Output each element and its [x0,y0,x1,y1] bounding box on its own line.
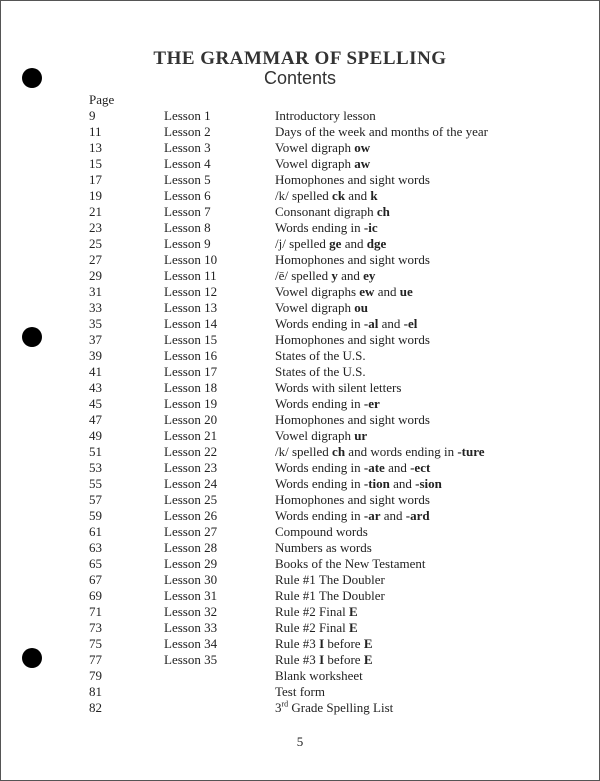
toc-title-emphasis: E [363,652,373,667]
toc-lesson-title [275,140,370,156]
toc-title-text: Rule #3 [275,652,320,667]
toc-lesson-label: Lesson 10 [164,252,218,267]
toc-lesson-label: Lesson 18 [164,380,218,395]
toc-title-text: Rule #1 The Doubler [275,572,385,587]
toc-lesson-title [275,620,358,636]
toc-title-emphasis: -ic [363,220,378,235]
toc-title-emphasis: ck [332,188,346,203]
toc-row [89,156,549,172]
toc-title-emphasis: I [319,636,325,651]
toc-row [89,252,549,268]
toc-lesson-title [275,476,442,492]
toc-page-number: 53 [89,460,102,475]
toc-title-text: States of the U.S. [275,364,366,379]
toc-title-text: and [384,460,411,475]
toc-title-text: and [380,508,406,523]
toc-page-number: 9 [89,108,96,123]
toc-page-number: 31 [89,284,102,299]
toc-lesson-label: Lesson 5 [164,172,211,187]
page-number: 5 [296,734,304,749]
toc-row [89,284,549,300]
toc-title-text: Words ending in [275,460,364,475]
toc-page-number: 61 [89,524,102,539]
toc-title-text: and [389,476,416,491]
toc-title-emphasis: E [349,620,358,635]
toc-page-number: 29 [89,268,102,283]
toc-lesson-title [275,540,372,556]
toc-lesson-title [275,236,386,252]
toc-page-number: 23 [89,220,102,235]
toc-lesson-title [275,396,380,412]
toc-page-number: 82 [89,700,102,715]
contents-heading: Contents [263,68,337,88]
toc-title-text: /k/ spelled [275,188,333,203]
toc-title-emphasis: ey [363,268,376,283]
toc-title-text: and [374,284,400,299]
toc-lesson-label: Lesson 2 [164,124,211,139]
toc-title-text: States of the U.S. [275,348,366,363]
toc-lesson-title [275,428,367,444]
toc-lesson-label: Lesson 16 [164,348,218,363]
toc-row [89,204,549,220]
toc-row [89,124,549,140]
toc-title-text: Homophones and sight words [275,412,430,427]
toc-title-text: Words ending in [275,508,364,523]
toc-lesson-title [275,444,485,460]
toc-title-text: Homophones and sight words [275,332,430,347]
toc-row [89,604,549,620]
toc-page-number: 45 [89,396,102,411]
toc-row [89,396,549,412]
toc-title-emphasis: ow [354,140,371,155]
toc-title-emphasis: -ar [363,508,381,523]
toc-title-text: Homophones and sight words [275,492,430,507]
toc-lesson-title [275,380,401,396]
toc-title-text: Books of the New Testament [275,556,426,571]
toc-page-number: 67 [89,572,102,587]
toc-lesson-label: Lesson 19 [164,396,218,411]
toc-page-number: 43 [89,380,102,395]
toc-page-number: 79 [89,668,102,683]
toc-lesson-label: Lesson 20 [164,412,218,427]
toc-lesson-title [275,524,368,540]
toc-page-number: 41 [89,364,102,379]
toc-lesson-label: Lesson 8 [164,220,211,235]
toc-row [89,300,549,316]
toc-row [89,476,549,492]
toc-lesson-title [275,508,430,524]
toc-title-text: and [345,188,371,203]
toc-lesson-label: Lesson 1 [164,108,211,123]
toc-lesson-label: Lesson 12 [164,284,218,299]
toc-lesson-title [275,412,430,428]
toc-lesson-title [275,204,390,220]
toc-page-number: 33 [89,300,102,315]
toc-title-emphasis: ge [329,236,342,251]
toc-lesson-label: Lesson 15 [164,332,218,347]
toc-title-emphasis: -ture [457,444,485,459]
toc-title-text: Homophones and sight words [275,172,430,187]
toc-lesson-label: Lesson 29 [164,556,218,571]
toc-page-number: 47 [89,412,102,427]
toc-page-number: 69 [89,588,102,603]
toc-lesson-label: Lesson 26 [164,508,218,523]
binder-hole-bottom [22,648,42,668]
toc-row [89,540,549,556]
toc-title-emphasis: -al [363,316,379,331]
toc-lesson-label: Lesson 32 [164,604,218,619]
toc-row [89,364,549,380]
toc-lesson-label: Lesson 21 [164,428,218,443]
toc-title-text: Compound words [275,524,368,539]
toc-title-text: Vowel digraph [275,140,355,155]
toc-lesson-title [275,460,430,476]
toc-title-text: and [341,236,367,251]
toc-title-emphasis: ur [354,428,368,443]
toc-row [89,524,549,540]
toc-title-text: Test form [275,684,325,699]
toc-row [89,588,549,604]
toc-row [89,268,549,284]
toc-title-emphasis: ue [399,284,413,299]
toc-row [89,620,549,636]
toc-lesson-title [275,604,358,620]
toc-title-emphasis: E [363,636,373,651]
toc-page-number: 57 [89,492,102,507]
toc-title-text: Vowel digraph [275,300,355,315]
toc-title-emphasis: k [370,188,378,203]
toc-row [89,668,549,684]
toc-page-number: 37 [89,332,102,347]
page-column-header: Page [89,92,115,107]
toc-page-number: 39 [89,348,102,363]
toc-row [89,556,549,572]
toc-page-number: 55 [89,476,102,491]
toc-title-emphasis: -ard [405,508,430,523]
toc-title-text: Words ending in [275,396,364,411]
toc-lesson-title [275,252,430,268]
toc-title-text: Days of the week and months of the year [275,124,488,139]
toc-title-emphasis: -tion [363,476,390,491]
toc-row [89,220,549,236]
toc-page-number: 11 [89,124,102,139]
toc-lesson-label: Lesson 9 [164,236,211,251]
toc-title-text: Grade Spelling List [288,700,394,715]
toc-lesson-title [275,156,370,172]
toc-title-emphasis: ch [376,204,390,219]
toc-page-number: 49 [89,428,102,443]
binder-hole-middle [22,327,42,347]
toc-lesson-title [275,108,376,124]
toc-lesson-title [275,188,378,204]
toc-title-emphasis: ch [332,444,346,459]
toc-lesson-title [275,572,385,588]
toc-row [89,700,549,716]
toc-page-number: 19 [89,188,102,203]
toc-title-text: Rule #3 [275,636,320,651]
toc-row [89,636,549,652]
toc-lesson-label: Lesson 6 [164,188,211,203]
toc-page-number: 77 [89,652,102,667]
toc-title-text: before [324,636,364,651]
toc-title-emphasis: ou [354,300,368,315]
toc-title-text: and [337,268,364,283]
toc-title-text: Introductory lesson [275,108,376,123]
toc-lesson-label: Lesson 25 [164,492,218,507]
toc-title-text: /k/ spelled [275,444,333,459]
toc-title-emphasis: ew [359,284,375,299]
toc-title-emphasis: dge [366,236,387,251]
toc-lesson-title [275,684,325,700]
toc-title-text: Words ending in [275,476,364,491]
toc-lesson-title [275,364,366,380]
toc-row [89,140,549,156]
toc-page-number: 15 [89,156,102,171]
toc-row [89,492,549,508]
toc-row [89,236,549,252]
toc-lesson-title [275,268,375,284]
toc-title-text: Rule #2 Final [275,620,350,635]
toc-title-text: Rule #2 Final [275,604,350,619]
toc-lesson-title [275,636,373,652]
toc-page-number: 59 [89,508,102,523]
toc-lesson-label: Lesson 3 [164,140,211,155]
toc-lesson-title [275,700,393,716]
toc-title-emphasis: E [349,604,358,619]
toc-lesson-label: Lesson 14 [164,316,218,331]
toc-row [89,316,549,332]
toc-page-number: 65 [89,556,102,571]
toc-row [89,380,549,396]
toc-lesson-label: Lesson 4 [164,156,211,171]
toc-row [89,412,549,428]
toc-row [89,108,549,124]
toc-page-number: 63 [89,540,102,555]
toc-title-emphasis: -el [403,316,418,331]
toc-lesson-label: Lesson 13 [164,300,218,315]
toc-row [89,508,549,524]
toc-row [89,332,549,348]
toc-page-number: 51 [89,444,102,459]
toc-title-text: before [324,652,364,667]
toc-lesson-label: Lesson 7 [164,204,211,219]
toc-row [89,460,549,476]
toc-lesson-label: Lesson 23 [164,460,218,475]
toc-title-text: Numbers as words [275,540,372,555]
toc-page-number: 35 [89,316,102,331]
toc-title-text: Vowel digraph [275,428,355,443]
toc-lesson-label: Lesson 30 [164,572,218,587]
toc-title-text: and [378,316,404,331]
toc-title-text: /ē/ spelled [275,268,332,283]
toc-title-emphasis: -er [363,396,380,411]
toc-title-emphasis: -ect [410,460,431,475]
toc-title-text: Rule #1 The Doubler [275,588,385,603]
toc-lesson-title [275,172,430,188]
toc-title-emphasis: -ate [363,460,385,475]
toc-title-text: Words ending in [275,316,364,331]
toc-page-number: 21 [89,204,102,219]
toc-lesson-title [275,492,430,508]
toc-lesson-label: Lesson 24 [164,476,218,491]
toc-lesson-label: Lesson 11 [164,268,217,283]
toc-row [89,172,549,188]
toc-lesson-title [275,652,373,668]
toc-title-emphasis: -sion [415,476,442,491]
toc-lesson-title [275,124,488,140]
toc-title-text: Homophones and sight words [275,252,430,267]
toc-lesson-title [275,316,417,332]
toc-lesson-label: Lesson 28 [164,540,218,555]
toc-title-text: and words ending in [345,444,458,459]
toc-lesson-title [275,348,366,364]
toc-page-number: 17 [89,172,102,187]
toc-title-text: Words with silent letters [275,380,402,395]
toc-lesson-label: Lesson 33 [164,620,218,635]
toc-row [89,652,549,668]
toc-title-text: /j/ spelled [275,236,330,251]
toc-title-emphasis: I [319,652,325,667]
toc-page-number: 25 [89,236,102,251]
toc-title-text: 3 [275,700,282,715]
toc-lesson-title [275,556,426,572]
toc-lesson-label: Lesson 34 [164,636,218,651]
toc-lesson-label: Lesson 35 [164,652,218,667]
toc-title-text: Blank worksheet [275,668,363,683]
toc-title-text: rd [281,699,289,709]
document-title: THE GRAMMAR OF SPELLING [153,48,447,69]
toc-title-emphasis: y [331,268,338,283]
toc-page-number: 81 [89,684,102,699]
toc-row [89,188,549,204]
toc-page-number: 75 [89,636,102,651]
toc-lesson-title [275,332,430,348]
toc-row [89,444,549,460]
toc-title-text: Words ending in [275,220,364,235]
toc-lesson-title [275,300,368,316]
toc-lesson-label: Lesson 17 [164,364,218,379]
toc-title-emphasis: aw [354,156,371,171]
toc-title-text: Consonant digraph [275,204,377,219]
toc-row [89,428,549,444]
toc-lesson-label: Lesson 27 [164,524,218,539]
toc-lesson-title [275,220,378,236]
toc-page-number: 73 [89,620,102,635]
toc-row [89,348,549,364]
toc-lesson-title [275,284,413,300]
toc-title-text: Vowel digraph [275,156,355,171]
toc-page-number: 71 [89,604,102,619]
table-of-contents [89,108,549,716]
toc-title-text: Vowel digraphs [275,284,360,299]
toc-lesson-title [275,668,363,684]
toc-lesson-title [275,588,385,604]
toc-page-number: 13 [89,140,102,155]
toc-lesson-label: Lesson 22 [164,444,218,459]
toc-lesson-label: Lesson 31 [164,588,218,603]
toc-row [89,572,549,588]
toc-row [89,684,549,700]
toc-page-number: 27 [89,252,102,267]
